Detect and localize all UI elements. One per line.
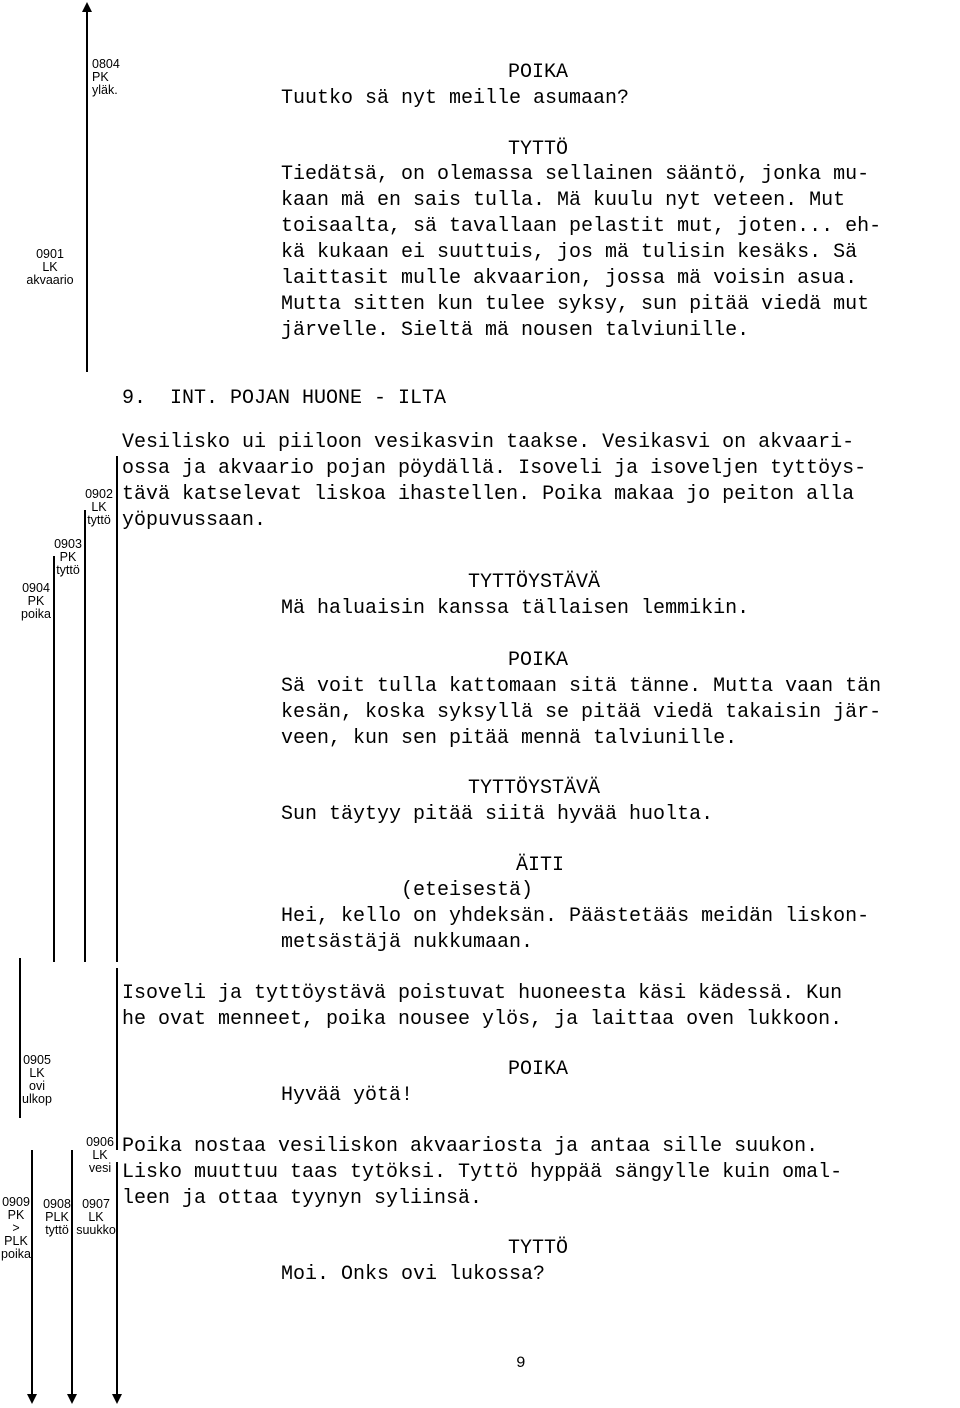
character-name: POIKA [508, 61, 569, 84]
dialogue-line: järvelle. Sieltä mä nousen talviunille. [281, 319, 750, 342]
action-line: Lisko muuttuu taas tytöksi. Tyttö hyppää sängylle kuin omal- [122, 1161, 843, 1184]
action-block [122, 981, 842, 1033]
dialogue-block [281, 162, 881, 344]
action-line: Vesilisko ui piiloon vesikasvin taakse. Vesikasvi on akvaari- [122, 431, 855, 454]
action-line: he ovat menneet, poika nousee ylös, ja laittaa oven lukkoon. [122, 1008, 843, 1031]
action-line: yöpuvussaan. [122, 509, 267, 532]
shot-label-0908: 0908 PLK tyttö [43, 1197, 71, 1237]
action-line: ossa ja akvaario pojan pöydällä. Isoveli ja isoveljen tyttöys- [122, 457, 867, 480]
shot-label-0901: 0901 LK akvaario [26, 247, 74, 287]
dialogue-block [281, 674, 881, 752]
dialogue-line: metsästäjä nukkumaan. [281, 931, 534, 954]
dialogue-line: laittasit mulle akvaarion, jossa mä voisin asua. [281, 267, 858, 290]
shot-label-0804: 0804 PK yläk. [92, 57, 120, 97]
dialogue-line: Tiedätsä, on olemassa sellainen sääntö, jonka mu- [281, 163, 870, 186]
character-name: TYTTÖ [508, 1237, 569, 1260]
dialogue-line: Tuutko sä nyt meille asumaan? [281, 87, 630, 110]
scene-heading: 9. INT. POJAN HUONE - ILTA [122, 387, 447, 410]
action-block [122, 1134, 842, 1212]
character-name: TYTTÖYSTÄVÄ [468, 571, 601, 594]
dialogue-line: Mutta sitten kun tulee syksy, sun pitää viedä mut [281, 293, 870, 316]
shot-label-0906: 0906 LK vesi [86, 1135, 114, 1175]
parenthetical: (eteisestä) [401, 879, 534, 902]
shot-label-0903: 0903 PK tyttö [54, 537, 82, 577]
shot-arrow-0804 [82, 2, 92, 12]
character-name: TYTTÖYSTÄVÄ [468, 777, 601, 800]
dialogue-line: Sun täytyy pitää siitä hyvää huolta. [281, 803, 714, 826]
character-name: POIKA [508, 1058, 569, 1081]
action-block [122, 430, 866, 534]
dialogue-line: veen, kun sen pitää mennä talviunille. [281, 727, 738, 750]
action-line: leen ja ottaa tyynyn syliinsä. [122, 1187, 483, 1210]
character-name: TYTTÖ [508, 138, 569, 161]
character-name: POIKA [508, 649, 569, 672]
dialogue-block [281, 904, 869, 956]
shot-label-0905: 0905 LK ovi ulkop [22, 1053, 52, 1106]
shot-arrow-0909 [27, 1394, 37, 1404]
dialogue-line: Sä voit tulla kattomaan sitä tänne. Mutta vaan tän [281, 675, 882, 698]
shot-arrow-0908 [67, 1394, 77, 1404]
action-line: tävä katselevat liskoa ihastellen. Poika makaa jo peiton alla [122, 483, 855, 506]
dialogue-line: kaan mä en sais tulla. Mä kuulu nyt veteen. Mut [281, 189, 846, 212]
page-number: 9 [516, 1354, 526, 1372]
action-line: Poika nostaa vesiliskon akvaariosta ja antaa sille suukon. [122, 1135, 819, 1158]
dialogue-line: kesän, koska syksyllä se pitää viedä takaisin jär- [281, 701, 882, 724]
dialogue-line: Moi. Onks ovi lukossa? [281, 1263, 546, 1286]
shot-label-0909: 0909 PK > PLK poika [1, 1195, 31, 1261]
dialogue-line: kä kukaan ei suuttuis, jos mä tulisin kesäks. Sä [281, 241, 858, 264]
dialogue-line: toisaalta, sä tavallaan pelastit mut, joten... eh- [281, 215, 882, 238]
action-line: Isoveli ja tyttöystävä poistuvat huoneesta käsi kädessä. Kun [122, 982, 843, 1005]
dialogue-line: Hei, kello on yhdeksän. Päästetääs meidän liskon- [281, 905, 870, 928]
dialogue-line: Mä haluaisin kanssa tällaisen lemmikin. [281, 597, 750, 620]
shot-label-0904: 0904 PK poika [21, 581, 51, 621]
character-name: ÄITI [516, 854, 565, 877]
shot-label-0902: 0902 LK tyttö [85, 487, 113, 527]
shot-label-0907: 0907 LK suukko [76, 1197, 116, 1237]
dialogue-line: Hyvää yötä! [281, 1084, 414, 1107]
shot-arrow-0907 [112, 1394, 122, 1404]
